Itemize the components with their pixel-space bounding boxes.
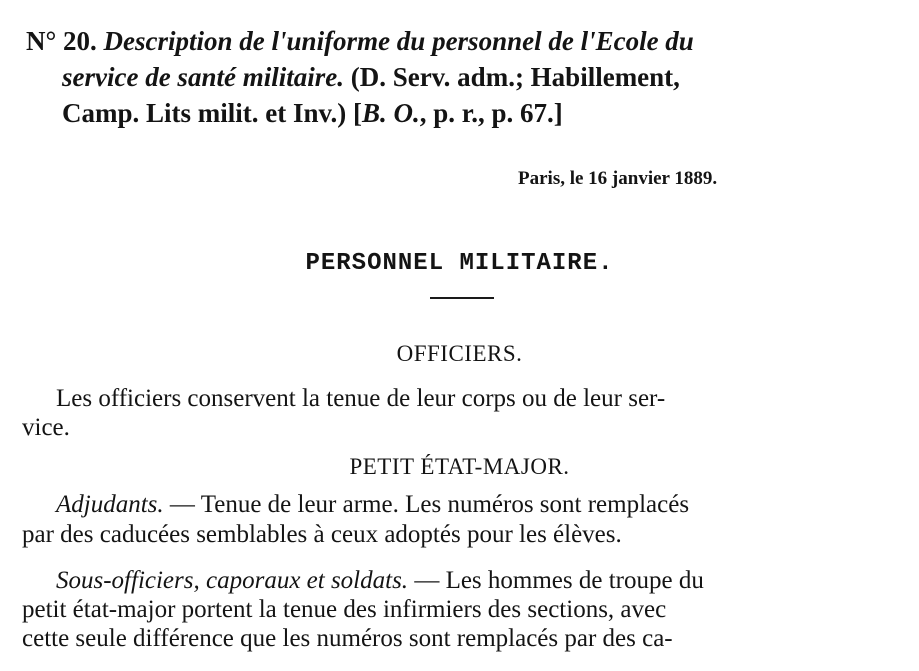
document-meta-1: (D. Serv. adm.; Habillement, bbox=[350, 62, 680, 92]
document-meta-2: Camp. Lits milit. et Inv.) [ bbox=[62, 98, 362, 128]
sous-officiers-line-2: petit état-major portent la tenue des infirmiers des sections, avec bbox=[22, 596, 667, 623]
sous-officiers-line-1 bbox=[56, 566, 704, 596]
officiers-text-line-2: vice. bbox=[22, 414, 70, 441]
sous-officiers-text-1: — Les hommes de troupe du bbox=[408, 567, 704, 594]
document-number: N° 20. bbox=[26, 26, 97, 56]
sous-officiers-line-3: cette seule différence que les numéros sont remplacés par des ca- bbox=[22, 625, 673, 652]
section-divider bbox=[430, 297, 494, 299]
sous-officiers-label: Sous-officiers, caporaux et soldats. bbox=[56, 567, 409, 594]
heading-line-1 bbox=[26, 26, 694, 56]
adjudants-text-1: — Tenue de leur arme. Les numéros sont remplacés bbox=[163, 491, 690, 518]
adjudants-label: Adjudants. bbox=[56, 491, 164, 518]
adjudants-line-1 bbox=[56, 490, 689, 520]
officiers-text-line-1: Les officiers conservent la tenue de leur corps ou de leur ser- bbox=[56, 385, 666, 412]
document-title: Description de l'uniforme du personnel de l'Ecole du bbox=[103, 26, 694, 56]
section-title-officiers: OFFICIERS. bbox=[396, 341, 523, 366]
heading-line-2 bbox=[62, 62, 680, 92]
bulletin-reference: B. O. bbox=[362, 98, 420, 128]
dateline: Paris, le 16 janvier 1889. bbox=[518, 168, 718, 189]
section-title-personnel-militaire: PERSONNEL MILITAIRE. bbox=[305, 250, 614, 277]
adjudants-line-2: par des caducées semblables à ceux adoptés pour les élèves. bbox=[22, 521, 622, 548]
document-title-continued: service de santé militaire. bbox=[62, 62, 344, 92]
heading-line-3 bbox=[62, 98, 563, 128]
page-reference: , p. r., p. 67.] bbox=[419, 98, 563, 128]
section-title-petit-etat-major: PETIT ÉTAT-MAJOR. bbox=[349, 454, 570, 479]
